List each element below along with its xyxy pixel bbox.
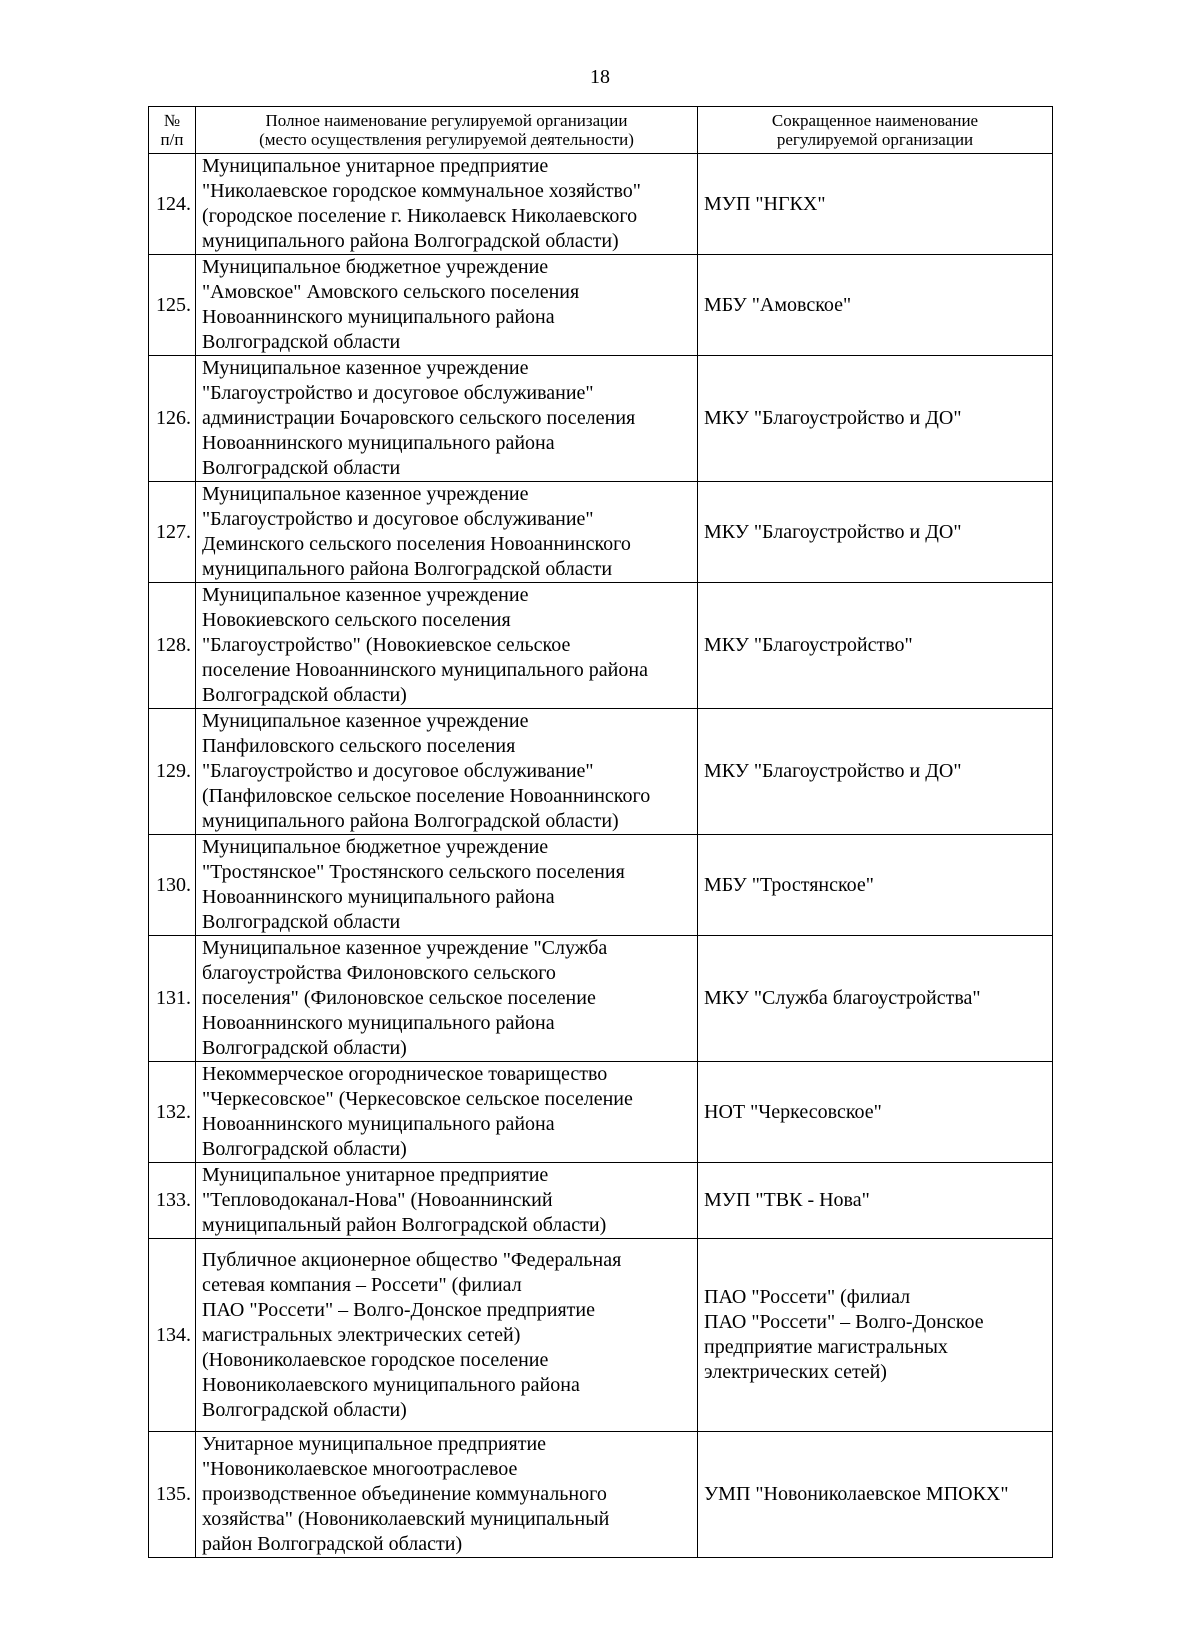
row-number: 124.: [149, 154, 196, 255]
short-name-cell: УМП "Новониколаевское МПОКХ": [698, 1432, 1053, 1558]
short-name-cell: МУП "ТВК - Нова": [698, 1163, 1053, 1239]
full-name-cell: Муниципальное казенное учреждение Панфиловского сельского поселения "Благоустройство и досуговое обслуживание" (Панфиловское сельское поселение Новоаннинского муниципального района Волгоградской области): [196, 709, 698, 835]
short-name-cell: МКУ "Благоустройство и ДО": [698, 709, 1053, 835]
short-name-cell: МКУ "Благоустройство и ДО": [698, 356, 1053, 482]
row-number: 134.: [149, 1239, 196, 1432]
full-name-cell: Муниципальное унитарное предприятие "Николаевское городское коммунальное хозяйство" (городское поселение г. Николаевск Николаевского муниципального района Волгоградской области): [196, 154, 698, 255]
table-row: [149, 1163, 1053, 1239]
row-number: 132.: [149, 1062, 196, 1163]
full-name-cell: Муниципальное унитарное предприятие "Тепловодоканал-Нова" (Новоаннинский муниципальный район Волгоградской области): [196, 1163, 698, 1239]
short-name-cell: МБУ "Тростянское": [698, 835, 1053, 936]
row-number: 128.: [149, 583, 196, 709]
header-number: № п/п: [149, 107, 196, 154]
table-row: [149, 709, 1053, 835]
full-name-cell: Некоммерческое огородническое товарищество "Черкесовское" (Черкесовское сельское поселение Новоаннинского муниципального района Волгоградской области): [196, 1062, 698, 1163]
short-name-cell: МБУ "Амовское": [698, 255, 1053, 356]
full-name-cell: Муниципальное казенное учреждение Новокиевского сельского поселения "Благоустройство" (Новокиевское сельское поселение Новоаннинского муниципального района Волгоградской области): [196, 583, 698, 709]
table-row: [149, 482, 1053, 583]
short-name-cell: МКУ "Благоустройство и ДО": [698, 482, 1053, 583]
short-name-cell: НОТ "Черкесовское": [698, 1062, 1053, 1163]
table-row: [149, 835, 1053, 936]
table-row: [149, 1432, 1053, 1558]
full-name-cell: Муниципальное казенное учреждение "Благоустройство и досуговое обслуживание" Деминского сельского поселения Новоаннинского муниципального района Волгоградской области: [196, 482, 698, 583]
short-name-cell: МКУ "Благоустройство": [698, 583, 1053, 709]
row-number: 130.: [149, 835, 196, 936]
short-name-cell: МКУ "Служба благоустройства": [698, 936, 1053, 1062]
table-row: [149, 154, 1053, 255]
table-row: [149, 356, 1053, 482]
row-number: 127.: [149, 482, 196, 583]
row-number: 125.: [149, 255, 196, 356]
row-number: 135.: [149, 1432, 196, 1558]
page-number: 18: [590, 66, 610, 88]
table-row: [149, 936, 1053, 1062]
full-name-cell: Муниципальное бюджетное учреждение "Амовское" Амовского сельского поселения Новоаннинского муниципального района Волгоградской области: [196, 255, 698, 356]
full-name-cell: Муниципальное бюджетное учреждение "Тростянское" Тростянского сельского поселения Новоаннинского муниципального района Волгоградской области: [196, 835, 698, 936]
full-name-cell: Муниципальное казенное учреждение "Служба благоустройства Филоновского сельского поселения" (Филоновское сельское поселение Новоаннинского муниципального района Волгоградской области): [196, 936, 698, 1062]
full-name-cell: Унитарное муниципальное предприятие "Новониколаевское многоотраслевое производственное объединение коммунального хозяйства" (Новониколаевский муниципальный район Волгоградской области): [196, 1432, 698, 1558]
full-name-cell: Муниципальное казенное учреждение "Благоустройство и досуговое обслуживание" администрации Бочаровского сельского поселения Новоаннинского муниципального района Волгоградской области: [196, 356, 698, 482]
organizations-table: [148, 106, 1053, 1558]
table-row: [149, 1239, 1053, 1432]
row-number: 126.: [149, 356, 196, 482]
short-name-cell: ПАО "Россети" (филиал ПАО "Россети" – Волго-Донское предприятие магистральных электрических сетей): [698, 1239, 1053, 1432]
short-name-cell: МУП "НГКХ": [698, 154, 1053, 255]
table-row: [149, 1062, 1053, 1163]
header-short-name: Сокращенное наименование регулируемой организации: [698, 107, 1053, 154]
table-row: [149, 255, 1053, 356]
row-number: 129.: [149, 709, 196, 835]
table-header-row: [149, 107, 1053, 154]
header-full-name: Полное наименование регулируемой организации (место осуществления регулируемой деятельности): [196, 107, 698, 154]
table-row: [149, 583, 1053, 709]
full-name-cell: Публичное акционерное общество "Федеральная сетевая компания – Россети" (филиал ПАО "Россети" – Волго-Донское предприятие магистральных электрических сетей) (Новониколаевское городское поселение Новониколаевского муниципального района Волгоградской области): [196, 1239, 698, 1432]
row-number: 133.: [149, 1163, 196, 1239]
row-number: 131.: [149, 936, 196, 1062]
